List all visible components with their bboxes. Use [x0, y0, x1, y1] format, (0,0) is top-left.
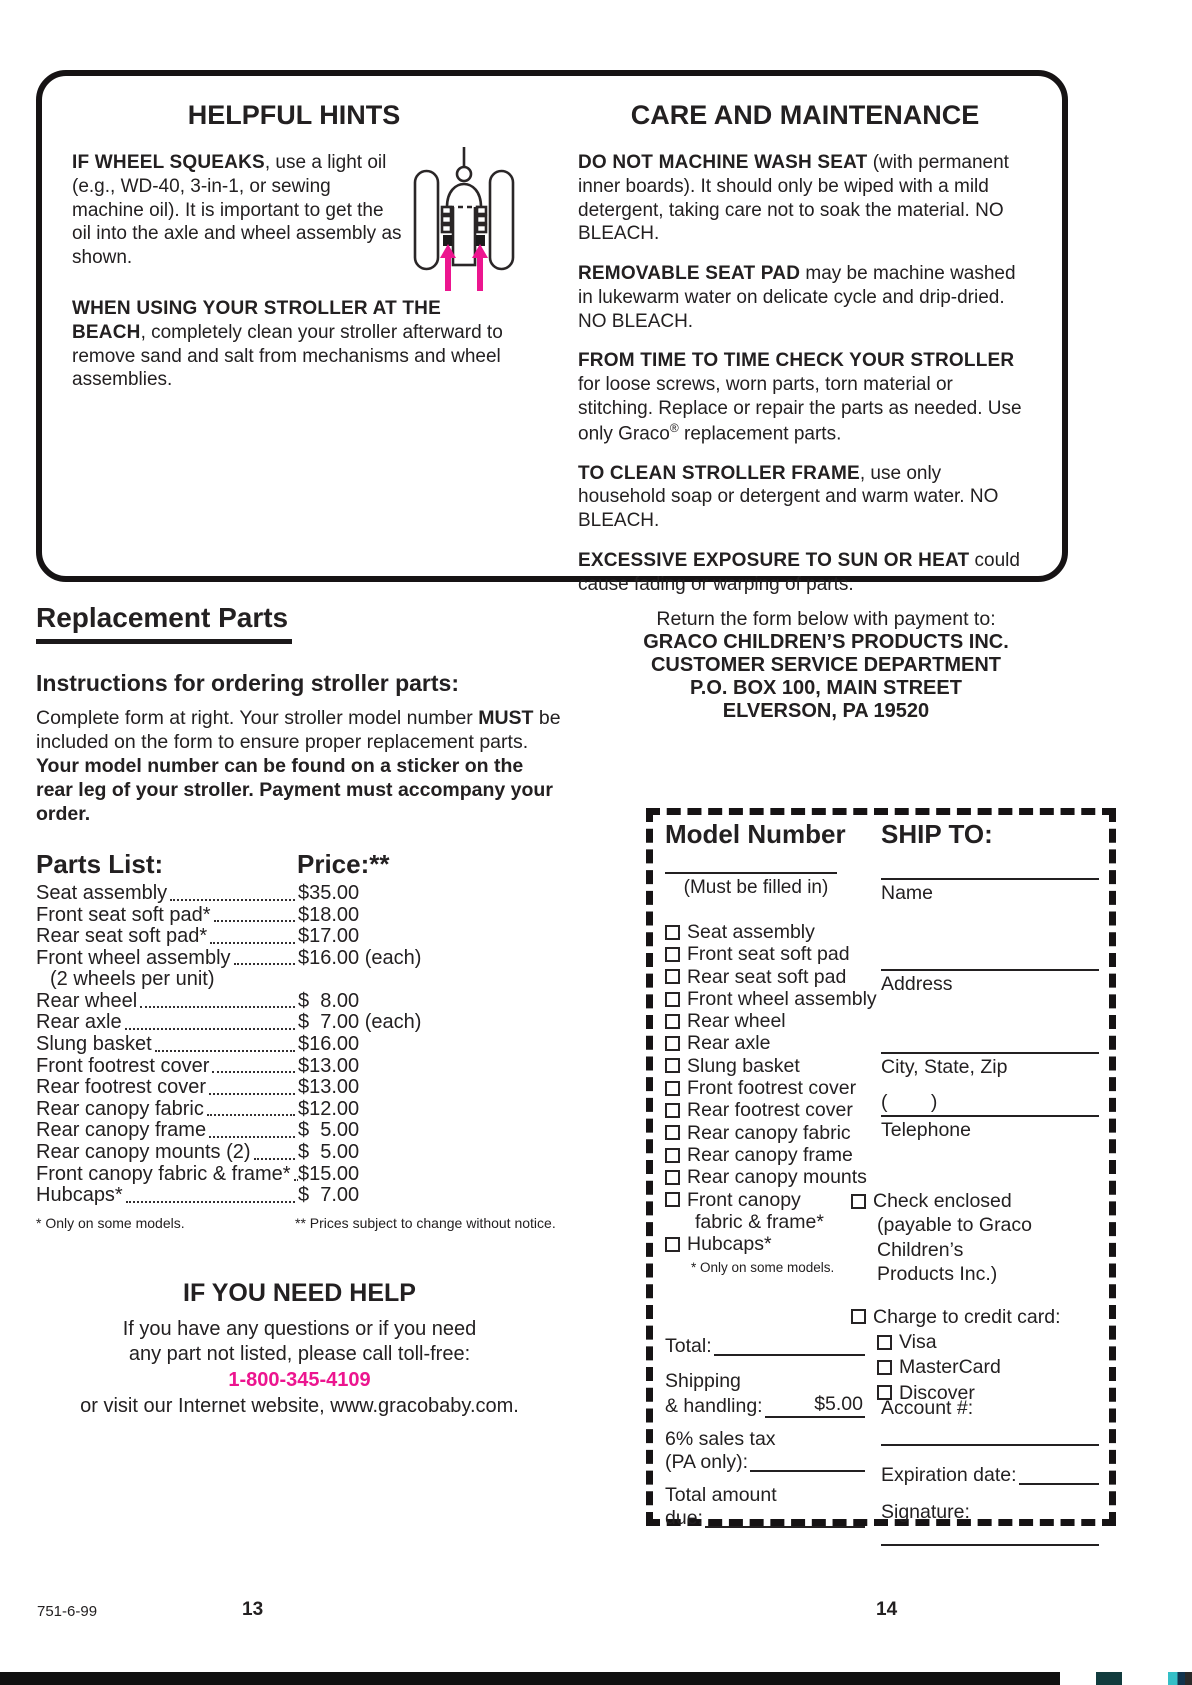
- account-group: [881, 1397, 1099, 1546]
- help-line-2: any part not listed, please call toll-free:: [128, 1343, 471, 1366]
- total-due-label-1: Total amount: [665, 1484, 777, 1506]
- parts-list-row: Seat assembly $35.00: [36, 881, 360, 904]
- order-form: [646, 808, 1116, 1529]
- checkbox-icon: [665, 1036, 680, 1051]
- card-checkbox-icon: [877, 1335, 892, 1350]
- hints-paragraph-squeaks: IF WHEEL SQUEAKS, use a light oil (e.g., WD-40, 3-in-1, or sewing machine oil). It is important to get the oil into the axle and wheel assembly as shown.: [72, 151, 516, 270]
- help-title: IF YOU NEED HELP: [183, 1278, 416, 1307]
- checkbox-icon: [665, 992, 680, 1007]
- name-blank-line: [881, 856, 1099, 880]
- page-number-13: 13: [242, 1599, 264, 1620]
- dot-leader: [254, 1158, 295, 1160]
- checkbox-icon: [665, 1237, 680, 1252]
- parts-list-row: Front seat soft pad* $18.00: [36, 903, 360, 926]
- parts-list-row: Front footrest cover $13.00: [36, 1054, 360, 1077]
- return-address-line: GRACO CHILDREN’S PRODUCTS INC.: [643, 631, 1009, 654]
- card-label: Visa: [899, 1330, 937, 1353]
- card-option: [877, 1330, 1111, 1354]
- wheel-assembly-diagram-icon: [412, 145, 516, 291]
- charge-card-label: Charge to credit card:: [873, 1305, 1061, 1328]
- parts-list-row: Rear axle $ 7.00 (each): [36, 1011, 422, 1034]
- return-intro: Return the form below with payment to:: [656, 608, 996, 630]
- address-label: Address: [881, 973, 953, 995]
- total-blank-line: [714, 1336, 865, 1356]
- checkbox-icon: [665, 1103, 680, 1118]
- parts-checklist-item: Front seat soft pad: [665, 943, 879, 965]
- total-due-blank-line: [705, 1508, 865, 1528]
- replacement-parts-section: [36, 602, 563, 1419]
- parts-checklist-item: Front footrest cover: [665, 1077, 879, 1099]
- care-paragraph-sun: EXCESSIVE EXPOSURE TO SUN OR HEAT could cause fading or warping of parts.: [578, 549, 1020, 595]
- card-checkbox-icon: [877, 1360, 892, 1375]
- total-due-label-2: due:: [665, 1507, 703, 1529]
- ordering-instructions-text: Complete form at right. Your stroller model number MUST be included on the form to ensure proper replacement parts. Your model number can be found on a sticker on the rear leg of your stroller. Payment must accompany your order.: [36, 707, 561, 825]
- payment-group: [851, 1189, 1111, 1405]
- ship-to-label: SHIP TO:: [881, 819, 993, 849]
- care-paragraph-seatpad: REMOVABLE SEAT PAD may be machine washed in lukewarm water on delicate cycle and drip-dried. NO BLEACH.: [578, 263, 1016, 332]
- return-address-line: P.O. BOX 100, MAIN STREET: [690, 677, 962, 700]
- hints-care-panel: [36, 70, 1068, 595]
- card-option: [877, 1355, 1111, 1379]
- parts-checklist-item: Hubcaps*: [665, 1233, 879, 1255]
- dot-leader: [214, 920, 295, 922]
- ship-to-group: [881, 819, 1099, 1142]
- city-state-zip-label: City, State, Zip: [881, 1056, 1008, 1078]
- parts-checklist-item: Rear canopy mounts: [665, 1166, 879, 1188]
- card-label: MasterCard: [899, 1356, 1001, 1379]
- address-blank-line: [881, 947, 1099, 971]
- checkbox-icon: [665, 1014, 680, 1029]
- checklist-item-second-line: fabric & frame*: [695, 1210, 824, 1233]
- parts-footnotes: [36, 1215, 563, 1233]
- help-section: [36, 1277, 563, 1419]
- expiration-date-label: Expiration date:: [881, 1464, 1017, 1486]
- footnote-prices: ** Prices subject to change without notice.: [295, 1214, 556, 1231]
- telephone-blank-line: ( ): [881, 1091, 1099, 1117]
- care-maintenance-section: [572, 76, 1062, 595]
- print-registration-mark-color: [1168, 1672, 1192, 1685]
- price-column-title: Price:**: [297, 848, 390, 879]
- expiration-date-blank-line: [1019, 1465, 1099, 1485]
- parts-checklist-item: Rear canopy fabric: [665, 1122, 879, 1144]
- parts-list-row: Rear seat soft pad* $17.00: [36, 925, 360, 948]
- signature-label: Signature:: [881, 1501, 970, 1523]
- care-paragraph-frame: TO CLEAN STROLLER FRAME, use only household soap or detergent and warm water. NO BLEACH.: [578, 462, 999, 532]
- checkbox-icon: [665, 947, 680, 962]
- charge-card-checkbox-icon: [851, 1309, 866, 1324]
- parts-list-row: Front wheel assembly $16.00 (each) (2 wheels per unit): [36, 948, 563, 991]
- shipping-label-2: & handling:: [665, 1395, 763, 1417]
- parts-checklist-item: Rear footrest cover: [665, 1099, 879, 1121]
- checkbox-icon: [665, 1058, 680, 1073]
- dot-leader: [140, 1006, 295, 1008]
- name-label: Name: [881, 882, 934, 904]
- page-number-14: 14: [876, 1599, 898, 1620]
- tax-blank-line: [750, 1452, 865, 1472]
- check-payable-line-1: (payable to Graco Children’s: [877, 1214, 1033, 1261]
- helpful-hints-section: [42, 76, 572, 576]
- parts-list-row: Rear wheel $ 8.00: [36, 989, 360, 1012]
- checklist-footnote: * Only on some models.: [691, 1260, 835, 1276]
- model-number-blank-line: [665, 850, 837, 874]
- parts-checklist-item: Seat assembly: [665, 921, 879, 943]
- total-label: Total:: [665, 1335, 712, 1357]
- shipping-value: $5.00: [765, 1393, 865, 1418]
- checkbox-icon: [665, 1125, 680, 1140]
- checkbox-icon: [665, 1081, 680, 1096]
- dot-leader: [210, 942, 295, 944]
- parts-checklist-item: Rear canopy frame: [665, 1144, 879, 1166]
- checkbox-icon: [665, 1170, 680, 1185]
- document-number: 751-6-99: [37, 1603, 98, 1620]
- parts-list-header: [36, 849, 563, 883]
- parts-checklist-item: Rear wheel: [665, 1010, 879, 1032]
- dot-leader: [126, 1201, 295, 1203]
- parts-checklist-item: Front canopy fabric & frame*: [665, 1189, 879, 1234]
- return-address-line: CUSTOMER SERVICE DEPARTMENT: [650, 654, 1002, 677]
- parts-list-title: Parts List:: [36, 848, 164, 879]
- checkbox-icon: [665, 1148, 680, 1163]
- parts-checklist-item: Rear seat soft pad: [665, 966, 879, 988]
- account-number-blank-line: [881, 1420, 1099, 1446]
- dot-leader: [209, 1136, 295, 1138]
- shipping-label-1: Shipping: [665, 1370, 741, 1392]
- ordering-instructions-title: Instructions for ordering stroller parts:: [36, 670, 459, 696]
- return-address-block: [640, 608, 1012, 723]
- checkbox-icon: [665, 969, 680, 984]
- help-website-line: or visit our Internet website, www.gracobaby.com.: [80, 1394, 519, 1417]
- parts-list-row: Slung basket $16.00: [36, 1033, 360, 1056]
- part-note: (2 wheels per unit): [50, 968, 215, 991]
- parts-checklist-item: Front wheel assembly: [665, 988, 879, 1010]
- print-registration-mark-teal: [1096, 1672, 1122, 1685]
- dot-leader: [209, 1093, 295, 1095]
- parts-checklist-item: Slung basket: [665, 1055, 879, 1077]
- check-enclosed-checkbox-icon: [851, 1194, 866, 1209]
- footnote-models: * Only on some models.: [36, 1214, 185, 1231]
- dot-leader: [234, 963, 295, 965]
- model-number-label: Model Number: [665, 819, 846, 849]
- telephone-label: Telephone: [881, 1119, 971, 1141]
- account-number-label: Account #:: [881, 1397, 974, 1419]
- parts-checklist: [665, 921, 879, 1275]
- checkbox-icon: [665, 1192, 680, 1207]
- model-number-hint: (Must be filled in): [683, 877, 829, 898]
- dot-leader: [125, 1028, 295, 1030]
- care-title: CARE AND MAINTENANCE: [630, 100, 980, 130]
- card-label: Discover: [899, 1381, 975, 1404]
- parts-list: [36, 883, 563, 1207]
- hints-paragraph-beach: WHEN USING YOUR STROLLER AT THE BEACH, completely clean your stroller afterward to remove sand and salt from mechanisms and wheel assemblies.: [72, 298, 503, 391]
- helpful-hints-title: HELPFUL HINTS: [187, 100, 401, 130]
- parts-list-row: Rear canopy mounts (2) $ 5.00: [36, 1141, 360, 1164]
- parts-list-row: Rear footrest cover $13.00: [36, 1076, 360, 1099]
- model-number-group: [665, 819, 865, 899]
- parts-checklist-item: Rear axle: [665, 1032, 879, 1054]
- totals-group: [665, 1335, 865, 1530]
- print-registration-bar: [0, 1672, 1060, 1685]
- dot-leader: [170, 899, 295, 901]
- return-address-line: ELVERSON, PA 19520: [722, 700, 930, 723]
- signature-blank-line: [881, 1524, 1099, 1546]
- toll-free-phone-number: 1-800-345-4109: [228, 1369, 371, 1392]
- tax-label-1: 6% sales tax: [665, 1428, 776, 1450]
- oil-point-arrows-icon: [440, 244, 488, 291]
- parts-list-row: Rear canopy fabric $12.00: [36, 1097, 360, 1120]
- dot-leader: [207, 1114, 295, 1116]
- parts-list-row: Hubcaps* $ 7.00: [36, 1184, 360, 1207]
- tax-label-2: (PA only):: [665, 1451, 749, 1473]
- parts-list-row: Front canopy fabric & frame* $15.00: [36, 1162, 360, 1185]
- help-line-1: If you have any questions or if you need: [122, 1317, 477, 1340]
- dot-leader: [155, 1050, 295, 1052]
- check-enclosed-label: Check enclosed: [873, 1190, 1012, 1212]
- parts-list-row: Rear canopy frame $ 5.00: [36, 1119, 360, 1142]
- checkbox-icon: [665, 925, 680, 940]
- check-payable-line-2: Products Inc.): [877, 1263, 998, 1286]
- replacement-parts-title: Replacement Parts: [36, 602, 292, 644]
- city-state-zip-blank-line: [881, 1030, 1099, 1054]
- care-paragraph-wash: DO NOT MACHINE WASH SEAT (with permanent inner boards). It should only be wiped with a mild detergent, taking care not to soak the material. NO BLEACH.: [578, 152, 1009, 245]
- dot-leader: [212, 1071, 295, 1073]
- care-paragraph-check: FROM TIME TO TIME CHECK YOUR STROLLER for loose screws, worn parts, torn material or stitching. Replace or repair the parts as needed. Use only Graco® replacement parts.: [578, 350, 1022, 444]
